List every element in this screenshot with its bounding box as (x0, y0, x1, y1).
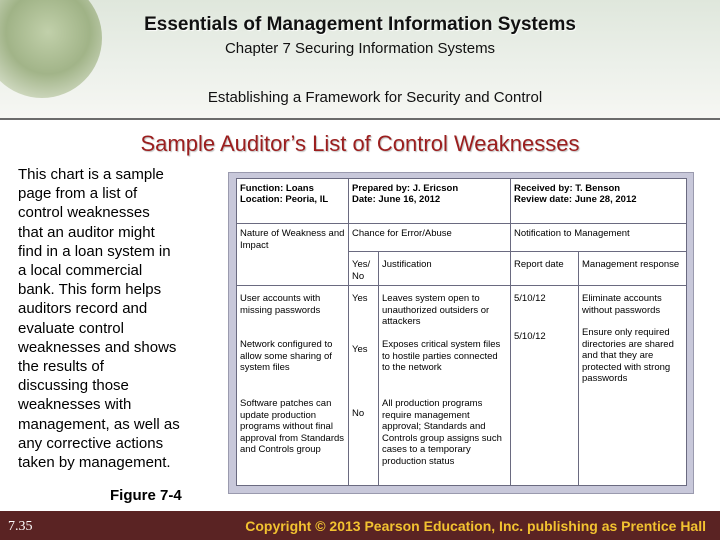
form-review-date: Review date: June 28, 2012 (514, 194, 637, 205)
body-line: weaknesses with (18, 396, 132, 414)
row-response: Ensure only required directories are shared and that they are protected with strong passwords (582, 327, 674, 384)
row-nature: Software patches can update production programs without final approval from Standards and Controls group (240, 398, 345, 455)
body-line: that an auditor might (18, 223, 155, 241)
body-line: weaknesses and shows (18, 338, 177, 356)
row-yes-no: Yes (352, 344, 368, 355)
col-notification-header: Notification to Management (514, 228, 630, 239)
form-location: Location: Peoria, IL (240, 194, 329, 205)
col-nature-header: Nature of Weakness and Impact (240, 228, 345, 251)
row-yes-no: Yes (352, 293, 368, 304)
figure-label: Figure 7-4 (110, 487, 182, 504)
divider (349, 251, 686, 252)
body-line: bank. This form helps (18, 281, 162, 299)
row-response (579, 396, 687, 400)
col-chance-header: Chance for Error/Abuse (352, 228, 452, 239)
col-report-date-header: Report date (514, 259, 564, 270)
row-justification: All production programs require management approval; Standards and Controls group assigns such cases to a temporary production status (382, 398, 502, 467)
row-nature: Network configured to allow some sharing of system files (240, 339, 333, 373)
row-yes-no: No (352, 408, 365, 419)
form-prepared-by: Prepared by: J. Ericson (352, 183, 459, 194)
chapter-title: Chapter 7 Securing Information Systems (224, 40, 496, 57)
divider (237, 285, 686, 286)
body-line: This chart is a sample (18, 166, 164, 183)
book-title: Essentials of Management Information Systems (144, 14, 576, 35)
row-response: Eliminate accounts without passwords (582, 293, 662, 316)
body-line: a local commercial (18, 262, 143, 280)
row-report-date (511, 396, 579, 400)
section-title: Establishing a Framework for Security and Control (207, 89, 543, 106)
figure-frame (228, 172, 694, 494)
slide-header (0, 0, 720, 120)
form-function: Function: Loans (240, 183, 314, 194)
body-line: taken by management. (18, 454, 171, 472)
body-text (18, 165, 210, 472)
col-justification-header: Justification (382, 259, 432, 270)
body-line: discussing those (18, 377, 129, 395)
row-report-date: 5/10/12 (514, 293, 546, 304)
body-line: management, as well as (18, 415, 180, 433)
row-report-date: 5/10/12 (514, 331, 546, 342)
form-prepared-date: Date: June 16, 2012 (352, 194, 441, 205)
col-yes-no-header: Yes/ No (352, 259, 371, 282)
col-response-header: Management response (582, 259, 680, 270)
body-line: control weaknesses (18, 204, 150, 222)
slide-title: Sample Auditor’s List of Control Weaknesses (140, 131, 580, 156)
row-justification: Exposes critical system files to hostile parties connected to the network (382, 339, 501, 373)
slide-footer (0, 511, 720, 540)
copyright-text: Copyright © 2013 Pearson Education, Inc. publishing as Prentice Hall (245, 518, 706, 534)
body-line: auditors record and (18, 300, 148, 318)
row-justification: Leaves system open to unauthorized outsiders or attackers (382, 293, 490, 327)
control-weakness-form (236, 178, 687, 486)
body-line: the results of (18, 358, 104, 376)
body-line: find in a loan system in (18, 242, 171, 260)
body-line: evaluate control (18, 319, 124, 337)
body-line: page from a list of (18, 185, 138, 203)
divider (237, 223, 686, 224)
body-line: any corrective actions (18, 434, 164, 452)
form-received-by: Received by: T. Benson (514, 183, 621, 194)
row-nature: User accounts with missing passwords (240, 293, 321, 316)
page-number: 7.35 (8, 519, 33, 534)
